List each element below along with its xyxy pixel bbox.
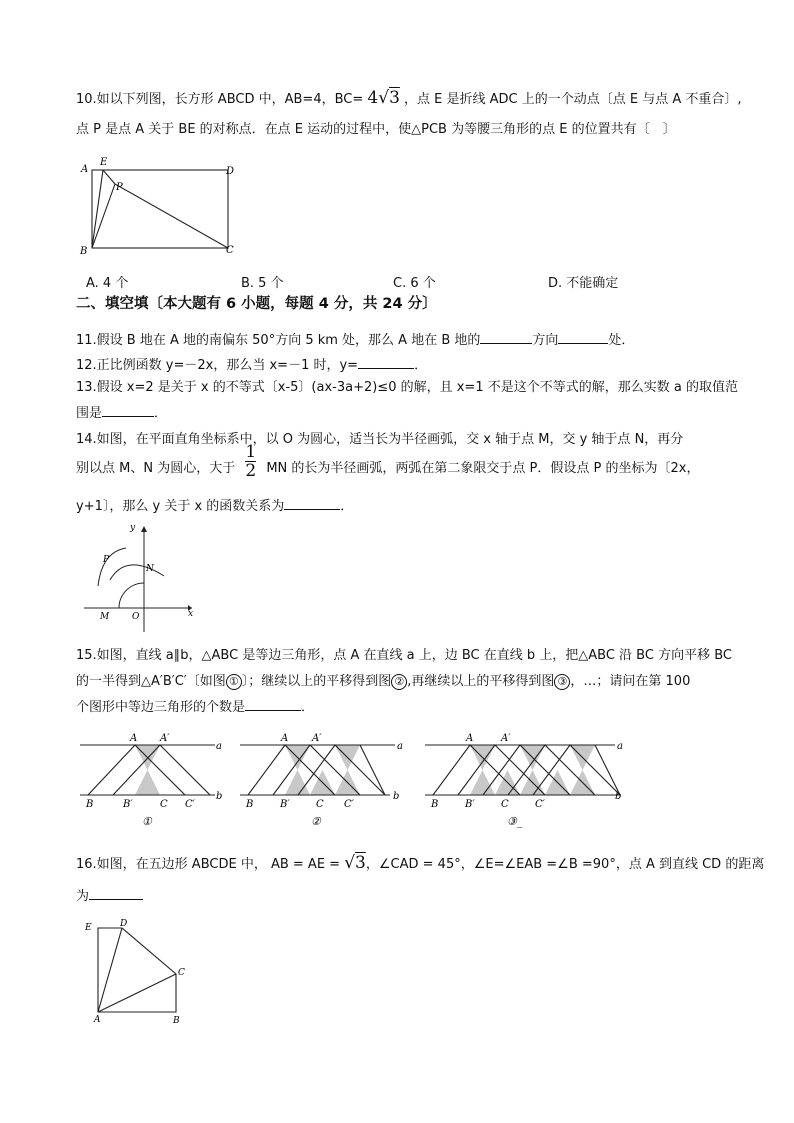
svg-text:B′: B′ bbox=[465, 799, 475, 810]
label-P: P bbox=[103, 555, 110, 565]
label-x: x bbox=[188, 609, 194, 619]
svg-text:C′: C′ bbox=[185, 799, 195, 810]
svg-text:B: B bbox=[431, 799, 439, 810]
svg-text:A: A bbox=[466, 733, 474, 744]
one-half-fraction: $\frac{1}{2}$ bbox=[245, 442, 257, 481]
svg-text:B: B bbox=[86, 799, 94, 810]
label-C: C bbox=[178, 968, 185, 978]
label-B: B bbox=[173, 1016, 180, 1026]
svg-text:A: A bbox=[130, 733, 138, 744]
q15-line1: 15.如图，直线 a∥b，△ABC 是等边三角形，点 A 在直线 a 上，边 BC 在直线 b 上，把△ABC 沿 BC 方向平移 BC bbox=[76, 648, 732, 663]
q10-option-c: C. 6 个 bbox=[393, 276, 436, 291]
svg-text:a: a bbox=[397, 741, 403, 752]
svg-text:C′: C′ bbox=[535, 799, 545, 810]
q10-sqrt-expression: 4√3 bbox=[367, 88, 400, 108]
q16-pentagon-figure bbox=[80, 916, 200, 1028]
svg-text:③_: ③_ bbox=[507, 815, 523, 828]
svg-text:a: a bbox=[617, 741, 623, 752]
svg-text:A′: A′ bbox=[160, 733, 170, 744]
q12-text: 12.正比例函数 y=－2x，那么当 x=－1 时，y= ． bbox=[76, 355, 427, 375]
label-C: C bbox=[226, 245, 234, 256]
svg-text:B′: B′ bbox=[280, 799, 290, 810]
q15-figure-3 bbox=[425, 728, 635, 828]
label-B: B bbox=[80, 246, 88, 257]
svg-text:b: b bbox=[216, 791, 223, 802]
label-M: M bbox=[100, 612, 110, 622]
q15-figure-2 bbox=[240, 728, 410, 828]
q16-line1: 16.如图，在五边形 ABCDE 中， AB = AE = √3，∠CAD = 45°，∠E=∠EAB =∠B =90°，点 A 到直线 CD 的距离 bbox=[76, 853, 765, 873]
q15-figure-1 bbox=[80, 728, 230, 828]
svg-text:B: B bbox=[246, 799, 254, 810]
svg-text:C′: C′ bbox=[344, 799, 354, 810]
label-E: E bbox=[100, 157, 108, 168]
svg-text:C: C bbox=[316, 799, 324, 810]
q14-line1: 14.如图，在平面直角坐标系中，以 O 为圆心，适当长为半径画弧，交 x 轴于点 M，交 y 轴于点 N，再分 bbox=[76, 432, 684, 447]
section2-heading: 二、填空填〔本大题有 6 小题，每题 4 分，共 24 分〕 bbox=[76, 296, 437, 312]
label-O: O bbox=[132, 612, 140, 622]
svg-text:A′: A′ bbox=[312, 733, 322, 744]
q15-line3: 个图形中等边三角形的个数是 ． bbox=[76, 697, 314, 717]
q13-line1: 13.假设 x=2 是关于 x 的不等式〔x-5〕(ax-3a+2)≤0 的解，且 x=1 不是这个不等式的解，那么实数 a 的取值范 bbox=[76, 380, 738, 395]
label-E: E bbox=[85, 923, 92, 933]
svg-text:b: b bbox=[393, 791, 400, 802]
q14-coordinate-figure bbox=[80, 522, 200, 638]
label-N: N bbox=[146, 564, 154, 574]
q14-line3: y+1〕，那么 y 关于 x 的函数关系为 ． bbox=[76, 496, 353, 516]
label-A: A bbox=[94, 1015, 101, 1025]
label-D: D bbox=[120, 919, 128, 929]
label-A: A bbox=[81, 164, 89, 175]
svg-text:b: b bbox=[615, 791, 622, 802]
q10-line2: 点 P 是点 A 关于 BE 的对称点．在点 E 运动的过程中，使△PCB 为等腰三角形的点 E 的位置共有〔 〕 bbox=[76, 122, 676, 137]
q13-line2: 围是 ． bbox=[76, 403, 167, 423]
q10-rectangle-figure bbox=[76, 154, 246, 258]
q10-option-d: D. 不能确定 bbox=[548, 276, 619, 291]
svg-text:①: ① bbox=[142, 815, 152, 828]
q16-line2: 为 bbox=[76, 886, 143, 906]
svg-text:C: C bbox=[160, 799, 168, 810]
q10-option-a: A. 4 个 bbox=[86, 276, 129, 291]
label-D: D bbox=[226, 166, 235, 177]
label-y: y bbox=[130, 523, 136, 533]
svg-text:C: C bbox=[501, 799, 509, 810]
q10-option-b: B. 5 个 bbox=[241, 276, 284, 291]
q16-sqrt-expression: √3 bbox=[344, 853, 366, 873]
q15-line2: 的一半得到△A′B′C′〔如图 ① 〕；继续以上的平移得到图 ② ,再继续以上的平移得到图 ③ ，…；请问在第 100 bbox=[76, 674, 691, 689]
q14-line2: 别以点 M、N 为圆心，大于 $\frac{1}{2}$ MN 的长为半径画弧，两弧在第二象限交于点 P．假设点 P 的坐标为〔2x， bbox=[76, 442, 700, 481]
svg-text:A: A bbox=[281, 733, 289, 744]
q11-text: 11.假设 B 地在 A 地的南偏东 50°方向 5 km 处，那么 A 地在 B 地的 方向 处． bbox=[76, 330, 634, 350]
label-P: P bbox=[116, 182, 123, 193]
q10-line1: 10.如以下列图，长方形 ABCD 中，AB=4，BC= 4√3 ，点 E 是折线 ADC 上的一个动点〔点 E 与点 A 不重合〕, bbox=[76, 88, 742, 108]
svg-text:A′: A′ bbox=[501, 733, 511, 744]
svg-text:B′: B′ bbox=[123, 799, 133, 810]
svg-text:a: a bbox=[216, 741, 222, 752]
svg-text:②: ② bbox=[311, 815, 321, 828]
